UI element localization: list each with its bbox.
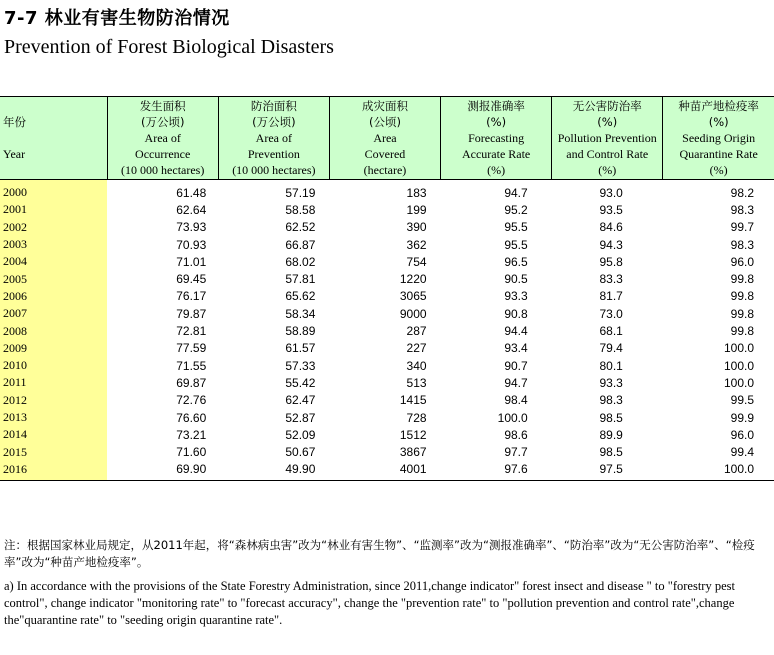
header-cn1: 防治面积 bbox=[250, 99, 297, 113]
year-cell: 2009 bbox=[0, 340, 107, 357]
table-row bbox=[0, 426, 774, 443]
table-row bbox=[0, 288, 774, 305]
value-cell: 287 bbox=[406, 324, 427, 339]
value-cell: 362 bbox=[406, 237, 427, 252]
year-cell: 2007 bbox=[0, 305, 107, 322]
value-cell: 55.42 bbox=[285, 375, 316, 390]
value-cell: 49.90 bbox=[218, 461, 329, 481]
value-cell: 3867 bbox=[399, 445, 427, 460]
value-cell: 52.87 bbox=[285, 410, 316, 425]
header-en1: Forecasting bbox=[468, 131, 525, 145]
value-cell: 94.7 bbox=[504, 185, 528, 200]
value-cell: 61.48 bbox=[176, 185, 207, 200]
value-cell: 70.93 bbox=[176, 237, 207, 252]
table-row bbox=[0, 409, 774, 426]
year-cell: 2002 bbox=[0, 219, 107, 236]
header-col-3 bbox=[329, 97, 440, 180]
header-cn2: (%) bbox=[597, 115, 618, 129]
year-cell: 2012 bbox=[0, 392, 107, 409]
value-cell: 71.55 bbox=[176, 358, 207, 373]
value-cell: 95.5 bbox=[504, 220, 528, 235]
table-row bbox=[0, 201, 774, 218]
value-cell: 96.0 bbox=[730, 427, 754, 442]
value-cell: 89.9 bbox=[599, 427, 623, 442]
year-cell: 2001 bbox=[0, 201, 107, 218]
value-cell: 93.0 bbox=[599, 185, 623, 200]
value-cell: 94.7 bbox=[504, 375, 528, 390]
value-cell: 97.5 bbox=[552, 461, 663, 481]
value-cell: 79.4 bbox=[599, 341, 623, 356]
header-en1: Pollution Prevention bbox=[557, 131, 657, 145]
value-cell: 100.0 bbox=[723, 375, 754, 390]
table-header bbox=[0, 97, 774, 180]
value-cell: 95.8 bbox=[599, 254, 623, 269]
value-cell: 96.5 bbox=[504, 254, 528, 269]
year-cell: 2005 bbox=[0, 270, 107, 287]
year-cell: 2014 bbox=[0, 426, 107, 443]
value-cell: 98.6 bbox=[504, 427, 528, 442]
header-cn1: 成灾面积 bbox=[361, 99, 408, 113]
value-cell: 99.8 bbox=[730, 289, 754, 304]
value-cell: 69.45 bbox=[176, 272, 207, 287]
value-cell: 100.0 bbox=[497, 410, 528, 425]
year-cell: 2013 bbox=[0, 409, 107, 426]
year-cell: 2000 bbox=[0, 180, 107, 202]
data-table bbox=[0, 96, 774, 481]
value-cell: 95.5 bbox=[504, 237, 528, 252]
header-cn1: 种苗产地检疫率 bbox=[678, 99, 759, 113]
table-row bbox=[0, 392, 774, 409]
table-row bbox=[0, 443, 774, 460]
value-cell: 66.87 bbox=[285, 237, 316, 252]
page-title-en: Prevention of Forest Biological Disasters bbox=[4, 36, 334, 58]
year-cell: 2016 bbox=[0, 461, 107, 481]
value-cell: 728 bbox=[406, 410, 427, 425]
header-cn2: (%) bbox=[708, 115, 729, 129]
value-cell: 4001 bbox=[329, 461, 440, 481]
header-en2: and Control Rate bbox=[566, 147, 649, 161]
value-cell: 61.57 bbox=[285, 341, 316, 356]
header-en2: Accurate Rate bbox=[461, 147, 531, 161]
value-cell: 99.8 bbox=[730, 324, 754, 339]
header-en2: Occurrence bbox=[135, 147, 191, 161]
value-cell: 69.87 bbox=[176, 375, 207, 390]
header-en2: Quarantine Rate bbox=[679, 147, 758, 161]
header-en3: (10 000 hectares) bbox=[121, 163, 205, 177]
value-cell: 1415 bbox=[399, 393, 427, 408]
value-cell: 71.01 bbox=[176, 254, 207, 269]
value-cell: 513 bbox=[406, 375, 427, 390]
value-cell: 98.3 bbox=[730, 237, 754, 252]
value-cell: 73.21 bbox=[176, 427, 207, 442]
header-en2: Covered bbox=[364, 147, 406, 161]
value-cell: 83.3 bbox=[599, 272, 623, 287]
value-cell: 1512 bbox=[399, 427, 427, 442]
value-cell: 84.6 bbox=[599, 220, 623, 235]
value-cell: 98.5 bbox=[599, 445, 623, 460]
value-cell: 390 bbox=[406, 220, 427, 235]
value-cell: 100.0 bbox=[723, 341, 754, 356]
value-cell: 68.1 bbox=[599, 324, 623, 339]
value-cell: 97.6 bbox=[441, 461, 552, 481]
value-cell: 99.7 bbox=[730, 220, 754, 235]
header-en3: (%) bbox=[598, 163, 617, 177]
value-cell: 52.09 bbox=[285, 427, 316, 442]
header-cn1: 无公害防治率 bbox=[572, 99, 642, 113]
page-title-cn: 7-7 林业有害生物防治情况 bbox=[4, 8, 230, 29]
table-row bbox=[0, 180, 774, 202]
table-row bbox=[0, 219, 774, 236]
value-cell: 98.2 bbox=[730, 185, 754, 200]
footnote-en: a) In accordance with the provisions of the State Forestry Administration, since 2011,change indicator" forest insect and disease " to "forestry pest control", change indicator "monitoring rate" to "forecast accuracy", change the "prevention rate" to "pollution prevention and control rate",change the"quarantine rate" to "seeding origin quarantine rate". bbox=[4, 579, 735, 627]
header-cn2: (公顷) bbox=[368, 115, 401, 129]
value-cell: 58.34 bbox=[285, 306, 316, 321]
value-cell: 69.90 bbox=[107, 461, 218, 481]
value-cell: 73.93 bbox=[176, 220, 207, 235]
value-cell: 62.64 bbox=[176, 202, 207, 217]
header-col-5 bbox=[552, 97, 663, 180]
year-cell: 2008 bbox=[0, 322, 107, 339]
value-cell: 96.0 bbox=[730, 254, 754, 269]
value-cell: 68.02 bbox=[285, 254, 316, 269]
value-cell: 90.7 bbox=[504, 358, 528, 373]
year-cell: 2003 bbox=[0, 236, 107, 253]
value-cell: 57.19 bbox=[285, 185, 316, 200]
table-row bbox=[0, 461, 774, 481]
table-row bbox=[0, 253, 774, 270]
value-cell: 65.62 bbox=[285, 289, 316, 304]
table-row bbox=[0, 236, 774, 253]
header-en3: (hectare) bbox=[363, 163, 407, 177]
header-cn2: (万公顷) bbox=[252, 115, 296, 129]
header-en3: (%) bbox=[487, 163, 506, 177]
table-row bbox=[0, 340, 774, 357]
value-cell: 79.87 bbox=[176, 306, 207, 321]
value-cell: 99.8 bbox=[730, 272, 754, 287]
table-row bbox=[0, 374, 774, 391]
table-row bbox=[0, 305, 774, 322]
value-cell: 50.67 bbox=[285, 445, 316, 460]
header-cn2: (万公顷) bbox=[140, 115, 185, 129]
value-cell: 57.81 bbox=[285, 272, 316, 287]
year-cell: 2010 bbox=[0, 357, 107, 374]
header-en1: Area of bbox=[255, 131, 292, 145]
header-en1: Area bbox=[373, 131, 397, 145]
value-cell: 227 bbox=[406, 341, 427, 356]
value-cell: 100.0 bbox=[723, 358, 754, 373]
header-en3: (%) bbox=[709, 163, 728, 177]
header-col-4 bbox=[441, 97, 552, 180]
value-cell: 94.4 bbox=[504, 324, 528, 339]
value-cell: 58.58 bbox=[285, 202, 316, 217]
value-cell: 94.3 bbox=[599, 237, 623, 252]
table-row bbox=[0, 322, 774, 339]
header-year-cn: 年份 bbox=[3, 115, 26, 129]
value-cell: 98.5 bbox=[599, 410, 623, 425]
value-cell: 199 bbox=[406, 202, 427, 217]
value-cell: 80.1 bbox=[599, 358, 623, 373]
value-cell: 93.3 bbox=[599, 375, 623, 390]
year-cell: 2006 bbox=[0, 288, 107, 305]
header-en3: (10 000 hectares) bbox=[232, 163, 316, 177]
table-row bbox=[0, 270, 774, 287]
header-cn2: (%) bbox=[486, 115, 507, 129]
year-cell: 2004 bbox=[0, 253, 107, 270]
value-cell: 71.60 bbox=[176, 445, 207, 460]
table-body bbox=[0, 180, 774, 481]
header-col-6 bbox=[663, 97, 774, 180]
value-cell: 72.81 bbox=[176, 324, 207, 339]
value-cell: 81.7 bbox=[599, 289, 623, 304]
header-cn1: 发生面积 bbox=[139, 99, 186, 113]
table-row bbox=[0, 357, 774, 374]
value-cell: 1220 bbox=[399, 272, 427, 287]
value-cell: 62.52 bbox=[285, 220, 316, 235]
value-cell: 183 bbox=[406, 185, 427, 200]
value-cell: 72.76 bbox=[176, 393, 207, 408]
header-cn1: 测报准确率 bbox=[467, 99, 525, 113]
value-cell: 58.89 bbox=[285, 324, 316, 339]
header-en1: Seeding Origin bbox=[682, 131, 756, 145]
value-cell: 99.9 bbox=[730, 410, 754, 425]
value-cell: 93.4 bbox=[504, 341, 528, 356]
value-cell: 93.3 bbox=[504, 289, 528, 304]
value-cell: 99.8 bbox=[730, 306, 754, 321]
value-cell: 73.0 bbox=[599, 306, 623, 321]
value-cell: 754 bbox=[406, 254, 427, 269]
year-cell: 2011 bbox=[0, 374, 107, 391]
value-cell: 97.7 bbox=[504, 445, 528, 460]
header-col-2 bbox=[218, 97, 329, 180]
value-cell: 93.5 bbox=[599, 202, 623, 217]
value-cell: 98.3 bbox=[599, 393, 623, 408]
value-cell: 98.3 bbox=[730, 202, 754, 217]
year-cell: 2015 bbox=[0, 443, 107, 460]
value-cell: 62.47 bbox=[285, 393, 316, 408]
value-cell: 9000 bbox=[399, 306, 427, 321]
value-cell: 57.33 bbox=[285, 358, 316, 373]
header-year-en: Year bbox=[3, 147, 26, 161]
value-cell: 90.8 bbox=[504, 306, 528, 321]
value-cell: 100.0 bbox=[663, 461, 774, 481]
value-cell: 95.2 bbox=[504, 202, 528, 217]
value-cell: 98.4 bbox=[504, 393, 528, 408]
value-cell: 90.5 bbox=[504, 272, 528, 287]
header-en2: Prevention bbox=[247, 147, 300, 161]
value-cell: 76.17 bbox=[176, 289, 207, 304]
value-cell: 340 bbox=[406, 358, 427, 373]
value-cell: 99.5 bbox=[730, 393, 754, 408]
value-cell: 76.60 bbox=[176, 410, 207, 425]
header-col-1 bbox=[107, 97, 218, 180]
footnote-cn: 注：根据国家林业局规定，从2011年起，将“森林病虫害”改为“林业有害生物”、“监测率”改为“测报准确率”、“防治率”改为“无公害防治率”、“检疫率”改为“种苗产地检疫率”。 bbox=[4, 538, 755, 569]
header-year bbox=[0, 97, 107, 180]
value-cell: 77.59 bbox=[176, 341, 207, 356]
value-cell: 99.4 bbox=[730, 445, 754, 460]
value-cell: 3065 bbox=[399, 289, 427, 304]
header-en1: Area of bbox=[144, 131, 181, 145]
